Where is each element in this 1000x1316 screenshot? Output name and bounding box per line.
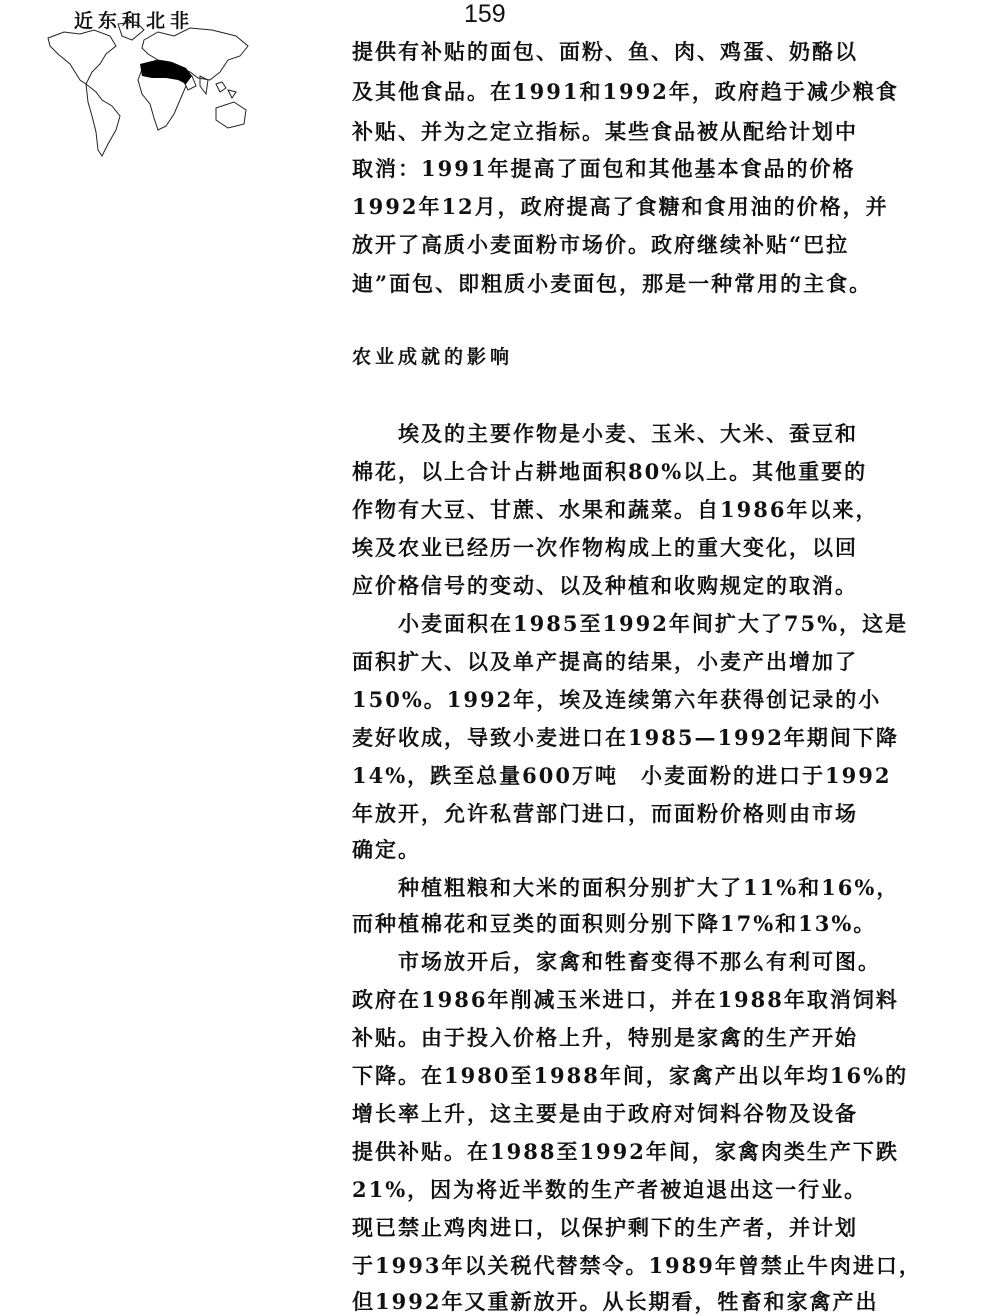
text-line: 市场放开后，家禽和牲畜变得不那么有利可图。 [352,949,881,974]
text-line: 放开了高质小麦面粉市场价。政府继续补贴“巴拉 [352,232,850,257]
text-line: 现已禁止鸡肉进口，以保护剩下的生产者，并计划 [352,1215,858,1240]
text-line: 14%，跌至总量600万吨 小麦面粉的进口于1992 [352,763,892,788]
text-line: 应价格信号的变动、以及种植和收购规定的取消。 [352,573,858,598]
text-line: 作物有大豆、甘蔗、水果和蔬菜。自1986年以来， [352,497,879,522]
text-line: 150%。1992年，埃及连续第六年获得创记录的小 [352,687,882,712]
text-line: 埃及的主要作物是小麦、玉米、大米、蚕豆和 [352,421,858,446]
text-line: 种植粗粮和大米的面积分别扩大了11%和16%， [352,875,900,900]
text-line: 小麦面积在1985至1992年间扩大了75%，这是 [352,611,909,636]
text-line: 年放开，允许私营部门进口，而面粉价格则由市场 [352,801,858,826]
text-line: 补贴。由于投入价格上升，特别是家禽的生产开始 [352,1025,858,1050]
text-line: 埃及农业已经历一次作物构成上的重大变化，以回 [352,535,858,560]
text-line: 面积扩大、以及单产提高的结果，小麦产出增加了 [352,649,858,674]
text-line: 麦好收成，导致小麦进口在1985—1992年期间下降 [352,725,899,750]
text-line: 提供补贴。在1988至1992年间，家禽肉类生产下跌 [352,1139,899,1164]
text-line: 提供有补贴的面包、面粉、鱼、肉、鸡蛋、奶酪以 [352,39,858,64]
text-line: 迪”面包、即粗质小麦面包，那是一种常用的主食。 [352,271,873,296]
page-number: 159 [464,0,506,28]
text-line: 及其他食品。在1991和1992年，政府趋于减少粮食 [352,79,899,104]
text-line: 取消：1991年提高了面包和其他基本食品的价格 [352,156,856,181]
text-line: 棉花，以上合计占耕地面积80%以上。其他重要的 [352,459,868,484]
text-line: 增长率上升，这主要是由于政府对饲料谷物及设备 [352,1101,858,1126]
text-line: 1992年12月，政府提高了食糖和食用油的价格，并 [352,194,889,219]
text-line: 而种植棉花和豆类的面积则分别下降17%和13%。 [352,911,877,936]
text-line: 确定。 [352,837,421,862]
text-line: 政府在1986年削减玉米进口，并在1988年取消饲料 [352,987,899,1012]
text-line: 于1993年以关税代替禁令。1989年曾禁止牛肉进口， [352,1253,922,1278]
world-map-highlight-icon [40,20,252,160]
text-line: 但1992年又重新放开。从长期看，牲畜和家禽产出 [352,1289,879,1314]
section-heading: 农业成就的影响 [352,346,514,368]
text-line: 补贴、并为之定立指标。某些食品被从配给计划中 [352,119,858,144]
region-label: 近东和北非 [74,10,195,32]
text-line: 下降。在1980至1988年间，家禽产出以年均16%的 [352,1063,909,1088]
text-line: 21%，因为将近半数的生产者被迫退出这一行业。 [352,1177,868,1202]
